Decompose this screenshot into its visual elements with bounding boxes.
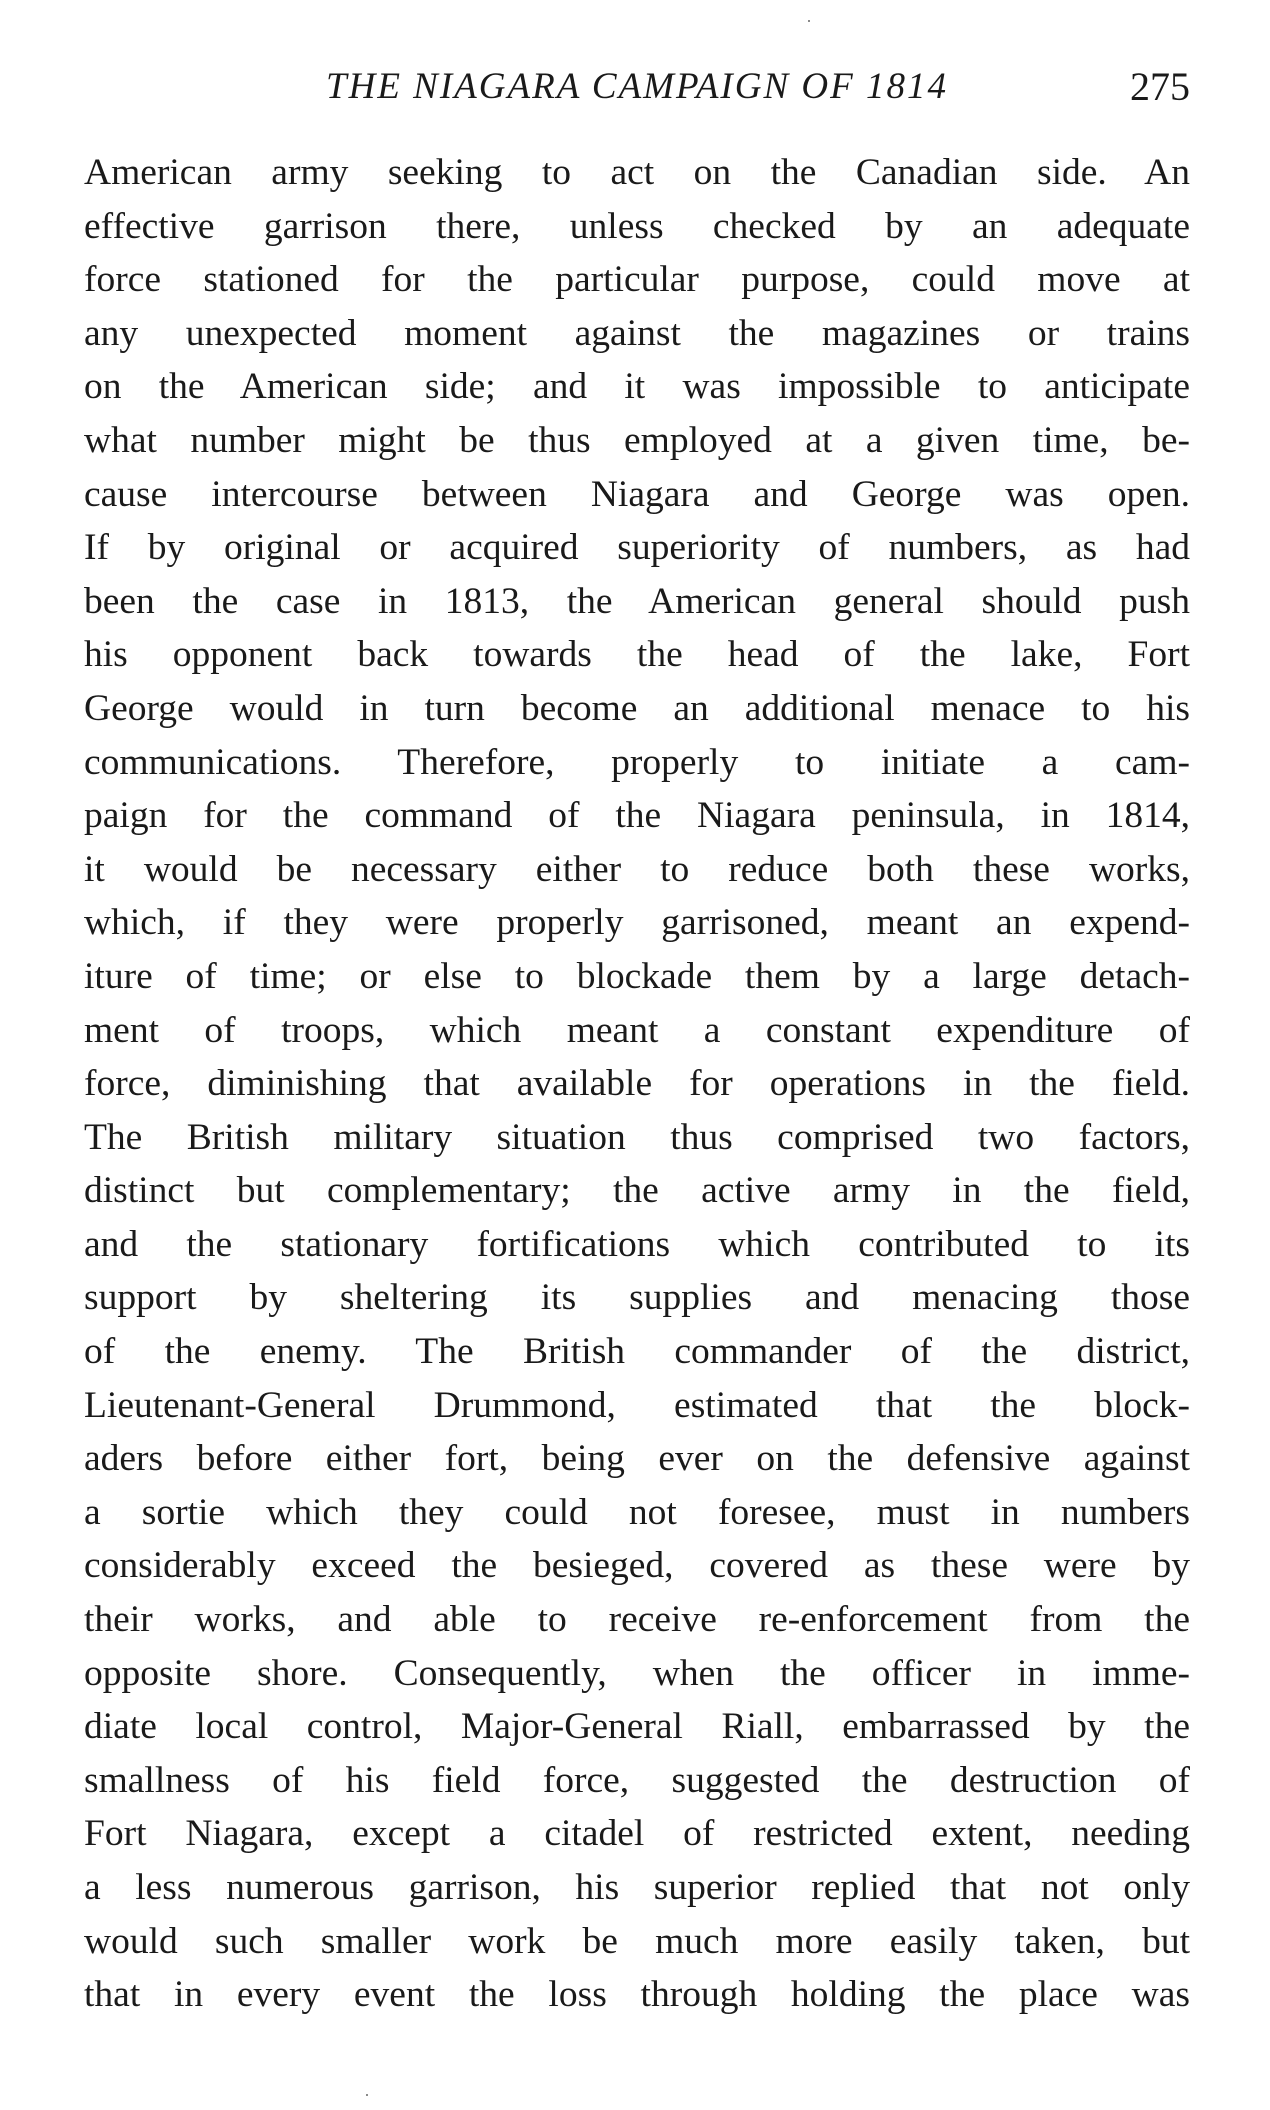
text-line: their works, and able to receive re-enforcement from the (84, 1599, 1190, 1641)
text-line: Fort Niagara, except a citadel of restricted extent, needing (84, 1813, 1190, 1855)
text-line: American army seeking to act on the Canadian side. An (84, 152, 1190, 193)
text-line: aders before either fort, being ever on the defensive against (84, 1438, 1190, 1480)
paper-speck (808, 20, 810, 22)
text-line: smallness of his field force, suggested the destruction of (84, 1759, 1190, 1801)
text-line: been the case in 1813, the American general should push (84, 580, 1190, 622)
text-line: would such smaller work be much more easily taken, but (84, 1920, 1190, 1962)
text-line: it would be necessary either to reduce both these works, (84, 848, 1190, 890)
text-line: iture of time; or else to blockade them by a large detach- (84, 955, 1190, 997)
running-title: THE NIAGARA CAMPAIGN OF 1814 (326, 66, 948, 107)
text-line: force, diminishing that available for operations in the field. (84, 1063, 1190, 1105)
text-line: considerably exceed the besieged, covered as these were by (84, 1545, 1190, 1587)
text-line: what number might be thus employed at a given time, be- (84, 419, 1190, 461)
paper-speck (366, 2094, 368, 2096)
body-text (84, 146, 1190, 2022)
text-line: communications. Therefore, properly to initiate a cam- (84, 741, 1190, 783)
text-line: ment of troops, which meant a constant expenditure of (84, 1009, 1190, 1051)
text-line: George would in turn become an additional menace to his (84, 687, 1190, 729)
text-line: If by original or acquired superiority of numbers, as had (84, 527, 1190, 569)
text-line: any unexpected moment against the magazines or trains (84, 312, 1190, 354)
text-line: support by sheltering its supplies and menacing those (84, 1277, 1190, 1319)
text-line: cause intercourse between Niagara and George was open. (84, 473, 1190, 515)
running-head (84, 62, 1190, 112)
text-line: The British military situation thus comprised two factors, (84, 1116, 1190, 1158)
text-line: paign for the command of the Niagara peninsula, in 1814, (84, 795, 1190, 837)
text-line: and the stationary fortifications which contributed to its (84, 1223, 1190, 1265)
page-number: 275 (1130, 64, 1190, 109)
text-line: Lieutenant-General Drummond, estimated that the block- (84, 1384, 1190, 1426)
text-line: which, if they were properly garrisoned, meant an expend- (84, 902, 1190, 944)
text-line: on the American side; and it was impossible to anticipate (84, 366, 1190, 408)
text-line: his opponent back towards the head of the lake, Fort (84, 634, 1190, 676)
text-line: opposite shore. Consequently, when the officer in imme- (84, 1652, 1190, 1694)
text-line: of the enemy. The British commander of the district, (84, 1331, 1190, 1373)
text-line: effective garrison there, unless checked by an adequate (84, 205, 1190, 247)
text-line: force stationed for the particular purpose, could move at (84, 259, 1190, 301)
text-line: distinct but complementary; the active army in the field, (84, 1170, 1190, 1212)
text-line: a sortie which they could not foresee, must in numbers (84, 1491, 1190, 1533)
text-line: a less numerous garrison, his superior replied that not only (84, 1867, 1190, 1908)
text-line: diate local control, Major-General Riall, embarrassed by the (84, 1706, 1190, 1748)
text-line: that in every event the loss through holding the place was (84, 1974, 1190, 2016)
